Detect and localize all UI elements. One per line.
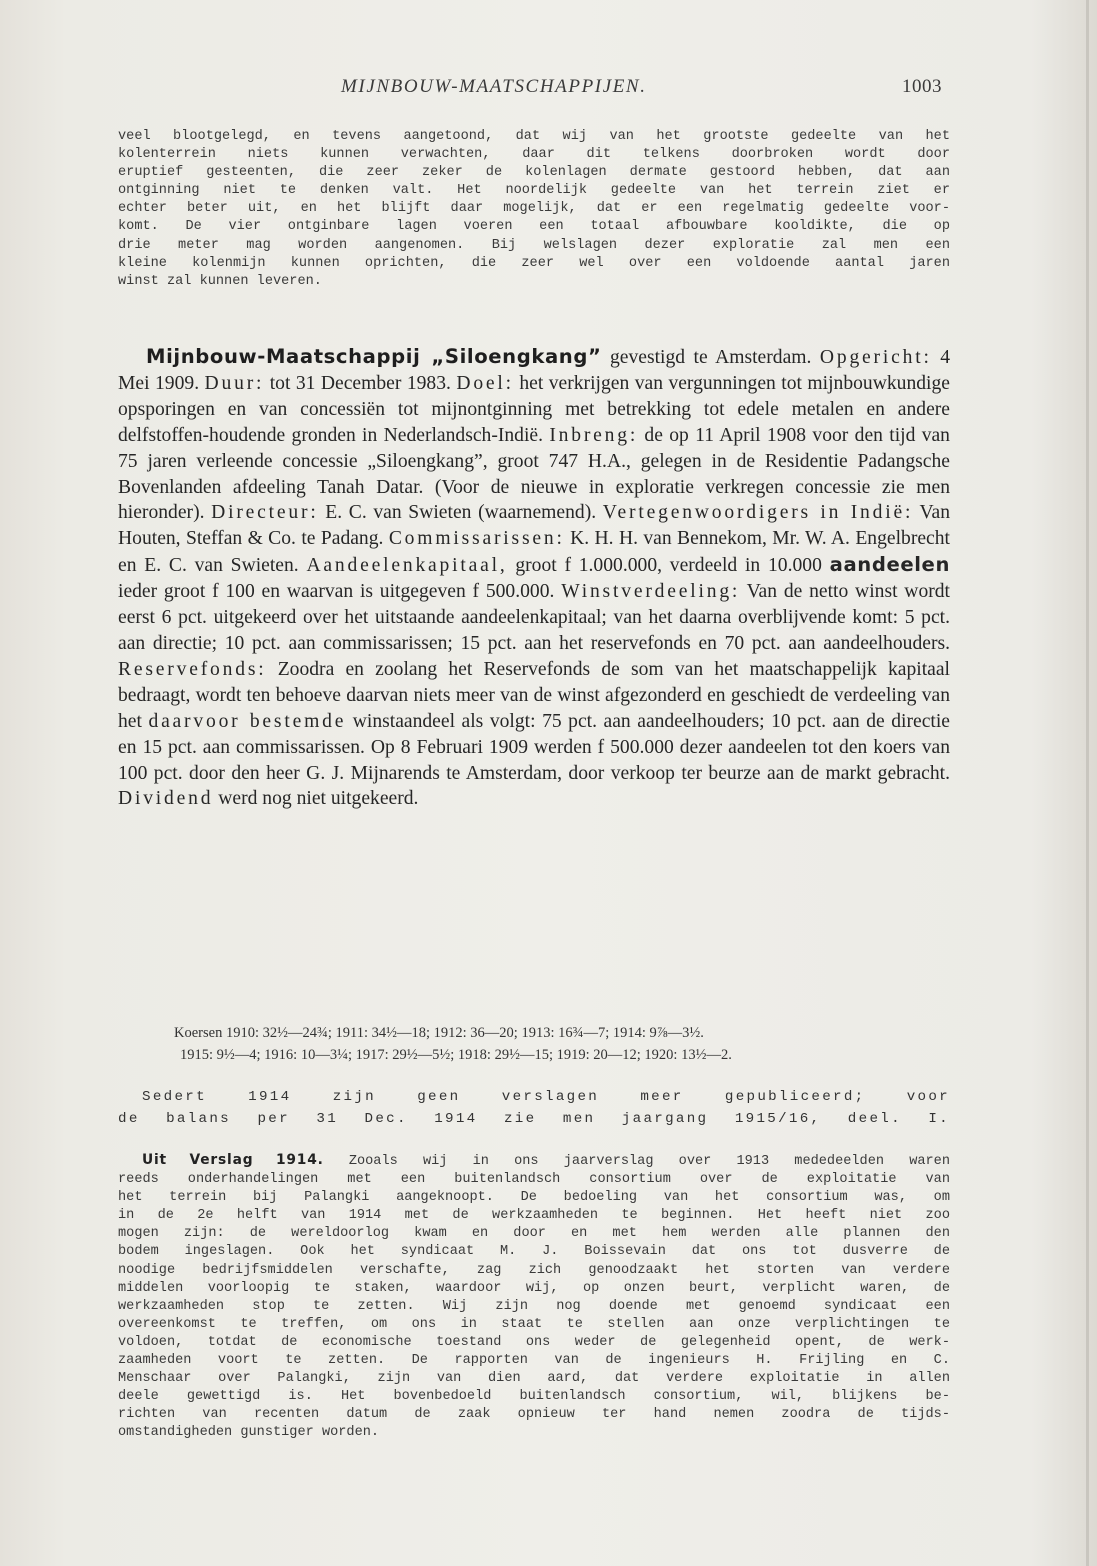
intro-line: drie meter mag worden aangenomen. Bij welslagen dezer exploratie zal men een — [118, 237, 950, 253]
inbreng-label: Inbreng: — [549, 424, 639, 446]
reservefonds-value-rest: winstaandeel als volgt: 75 pct. aan aandeelhouders; 10 pct. aan de directie en 15 pct. aan commissarissen. Op 8 Februari 1909 werden f 500.000 dezer aandeelen tot den koers van 100 pct. door den heer G. J. Mijnarends te Amsterdam, door verkoop ter beurze aan de markt gebracht. — [118, 710, 950, 784]
verslag-line: deele gewettigd is. Het bovenbedoeld buitenlandsch consortium, wil, blijkens be- — [118, 1389, 950, 1405]
opgericht-value: 4 Mei 1909. — [118, 347, 950, 394]
reservefonds-value: Zoodra en zoolang het Reservefonds de som van het maatschappelijk kapitaal bedraagt, wordt ten behoeve daarvan niets meer van de winst afgezonderd en geschiedt de verdeeling van het — [118, 658, 950, 732]
verslag-line: zaamheden voort te zetten. De rapporten van de ingenieurs H. Frijling en C. — [118, 1353, 950, 1369]
verslag-first-line — [118, 1151, 950, 1171]
company-entry — [118, 344, 950, 812]
dividend-value: werd nog niet uitgekeerd. — [213, 788, 419, 810]
koersen-line: 1915: 9½—4; 1916: 10—3¼; 1917: 29½—5½; 1918: 29½—15; 1919: 20—12; 1920: 13½—2. — [180, 1047, 732, 1063]
doel-label: Doel: — [456, 372, 514, 394]
commissarissen-value: K. H. H. van Bennekom, Mr. W. A. Engelbrecht en E. C. van Swieten. — [118, 528, 950, 577]
verslag-line: reeds onderhandelingen met een buitenlandsch consortium over de exploitatie van — [118, 1172, 950, 1188]
verslag-line: omstandigheden gunstiger worden. — [118, 1425, 380, 1441]
verslag-line: werkzaamheden stop te zetten. Wij zijn nog doende met genoemd syndicaat een — [118, 1298, 950, 1314]
company-seat: gevestigd te Amsterdam. — [601, 347, 820, 368]
kapitaal-value-rest: ieder groot f 100 en waarvan is uitgegeven f 500.000. — [118, 581, 562, 603]
verslag-line: richten van recenten datum de zaak opnieuw ter hand nemen zoodra de tijds- — [118, 1407, 950, 1423]
verslag-line: het terrein bij Palangki aangeknoopt. De bedoeling van het consortium was, om — [118, 1190, 950, 1206]
running-head — [0, 76, 1097, 106]
verslag-lead: Uit Verslag 1914. — [142, 1152, 324, 1168]
intro-paragraph — [118, 128, 950, 291]
sedert-line: de balans per 31 Dec. 1914 zie men jaargang 1915/16, deel. I. — [118, 1111, 950, 1127]
commissarissen-label: Commissarissen: — [388, 528, 565, 550]
intro-line: kleine kolenmijn kunnen oprichten, die zeer wel over een voldoende aantal jaren — [118, 255, 950, 271]
company-name: Mijnbouw-Maatschappij „Siloengkang” — [146, 345, 602, 368]
intro-line: eruptief gesteenten, die zeer zeker de kolenlagen dermate gestoord hebben, dat aan — [118, 165, 950, 181]
page-number: 1003 — [902, 76, 942, 97]
dividend-label: Dividend — [118, 788, 214, 810]
running-head-title: MIJNBOUW-MAATSCHAPPIJEN. — [341, 76, 647, 97]
opgericht-label: Opgericht: — [819, 347, 932, 368]
reservefonds-label: Reservefonds: — [118, 658, 267, 680]
intro-line: komt. De vier ontginbare lagen voeren een totaal afbouwbare kooldikte, die op — [118, 219, 950, 235]
duur-value: tot 31 December 1983. — [264, 372, 457, 394]
vertegenwoordigers-value: Van Houten, Steffan & Co. te Padang. — [118, 502, 950, 550]
duur-label: Duur: — [204, 372, 265, 394]
intro-line: veel blootgelegd, en tevens aangetoond, dat wij van het grootste gedeelte van het — [118, 129, 950, 144]
verslag-line: in de 2e helft van 1914 met de werkzaamheden te beginnen. Het heeft niet zoo — [118, 1208, 950, 1224]
directeur-value: E. C. van Swieten (waarnemend). — [318, 502, 603, 524]
winstverdeeling-label: Winstverdeeling: — [561, 581, 741, 603]
kapitaal-label: Aandeelenkapitaal, — [306, 555, 508, 577]
koersen-section — [118, 1022, 950, 1066]
koersen-line: Koersen 1910: 32½—24¾; 1911: 34½—18; 1912: 36—20; 1913: 16¾—7; 1914: 9⅞—3½. — [174, 1025, 704, 1041]
intro-line: kolenterrein niets kunnen verwachten, daar dit telkens doorbroken wordt door — [118, 147, 950, 163]
verslag-first-line-text: Zooals wij in ons jaarverslag over 1913 mededeelden waren — [323, 1154, 950, 1169]
verslag-line: bodem ingeslagen. Ook het syndicaat M. J. Boissevain dat ons tot dusverre de — [118, 1244, 950, 1260]
directeur-label: Directeur: — [211, 502, 319, 524]
kapitaal-value: groot f 1.000.000, verdeeld in 10.000 — [507, 555, 830, 577]
verslag-section — [118, 1151, 950, 1443]
verslag-line: overeenkomst te treffen, om ons in staat te stellen aan onze verplichtingen te — [118, 1316, 950, 1332]
intro-line: ontginning niet te denken valt. Het noordelijk gedeelte van het terrein ziet er — [118, 183, 950, 199]
verslag-line: mogen zijn: de wereldoorlog kwam en door en met hem werden alle plannen den — [118, 1226, 950, 1242]
sedert-line: Sedert 1914 zijn geen verslagen meer gepubliceerd; voor — [142, 1089, 950, 1105]
sedert-note — [118, 1086, 950, 1130]
intro-line: echter beter uit, en het blijft daar mogelijk, dat er een regelmatig gedeelte voor- — [118, 201, 950, 217]
page-edge-shadow — [1086, 0, 1089, 1566]
doel-value: het verkrijgen van vergunningen tot mijnbouwkundige opsporingen en van concessiën tot mijnontginning met betrekking tot edele metalen en andere delfstoffen-houdende gronden in Nederlandsch-Indië. — [118, 372, 950, 446]
inbreng-value: de op 11 April 1908 voor den tijd van 75 jaren verleende concessie „Siloengkang”, groot 747 H.A., gelegen in de Residentie Padangsche Bovenlanden afdeeling Tanah Datar. (Voor de nieuwe in exploratie verkregen concessie zie men hieronder). — [118, 424, 950, 524]
verslag-line: voldoen, totdat de economische toestand ons weder de gelegenheid opent, de werk- — [118, 1334, 950, 1350]
verslag-line: middelen voorloopig te staken, waardoor wij, op onzen beurt, verplicht waren, de — [118, 1280, 950, 1296]
verslag-line: noodige bedrijfsmiddelen verschafte, zag zich genoodzaakt het storten van verdere — [118, 1262, 950, 1278]
daarvoor-bestemde-label: daarvoor bestemde — [148, 710, 347, 732]
intro-line: winst zal kunnen leveren. — [118, 273, 322, 289]
verslag-line: Menschaar over Palangki, zijn van dien aard, dat verdere exploitatie in allen — [118, 1371, 950, 1387]
vertegenwoordigers-label: Vertegenwoordigers in Indië: — [602, 502, 914, 524]
aandeelen-bold: aandeelen — [829, 553, 950, 577]
winstverdeeling-value: Van de netto winst wordt eerst 6 pct. uitgekeerd over het uitstaande aandeelenkapitaal; van het daarna overblijvende komt: 5 pct. aan directie; 10 pct. aan commissarissen; 15 pct. aan het reservefonds en 70 pct. aan aandeelhouders. — [118, 581, 951, 654]
